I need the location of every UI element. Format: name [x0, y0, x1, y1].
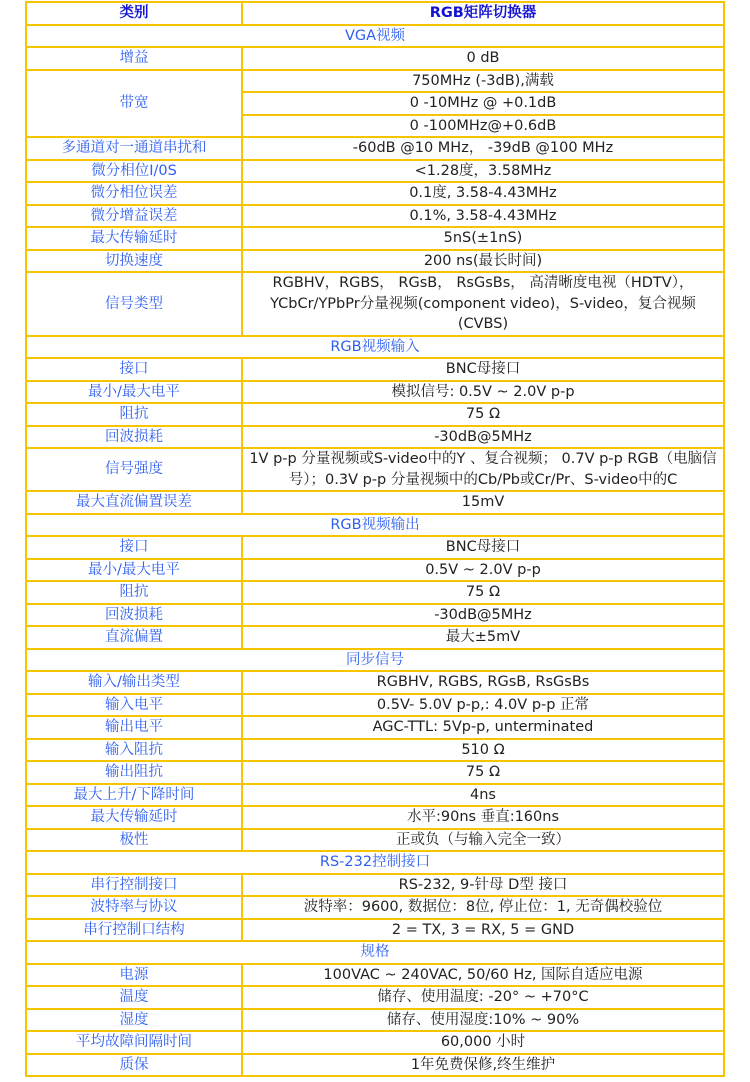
table-row — [26, 739, 724, 762]
table-row — [26, 964, 724, 987]
row-value: RGBHV，RGBS， RGsB， RsGsBs， 高清晰度电视（HDTV）， YCbCr/YPbPr分量视频(component video)，S-video，复合视频(CVBS) — [242, 272, 724, 336]
table-row — [26, 160, 724, 183]
row-value: 750MHz (-3dB),满载 — [242, 70, 724, 93]
row-label: 最大传输延时 — [26, 227, 242, 250]
row-label: 质保 — [26, 1054, 242, 1077]
row-value: 0 -10MHz @ +0.1dB — [242, 92, 724, 115]
row-value: BNC母接口 — [242, 358, 724, 381]
row-value: 0.5V- 5.0V p-p,: 4.0V p-p 正常 — [242, 694, 724, 717]
section-row — [26, 336, 724, 359]
table-row — [26, 403, 724, 426]
section-title: RGB视频输入 — [26, 336, 724, 359]
row-value: RGBHV, RGBS, RGsB, RsGsBs — [242, 671, 724, 694]
row-value: 1V p-p 分量视频或S-video中的Y 、复合视频； 0.7V p-p RGB（电脑信号）；0.3V p-p 分量视频中的Cb/Pb或Cr/Pr、S-video中的C — [242, 448, 724, 491]
row-label: 湿度 — [26, 1009, 242, 1032]
row-label: 输入/输出类型 — [26, 671, 242, 694]
row-label: 直流偏置 — [26, 626, 242, 649]
row-label: 多通道对一通道串扰和 — [26, 137, 242, 160]
table-row — [26, 559, 724, 582]
row-value: <1.28度，3.58MHz — [242, 160, 724, 183]
row-label: 信号类型 — [26, 272, 242, 336]
row-label: 波特率与协议 — [26, 896, 242, 919]
row-value: 75 Ω — [242, 761, 724, 784]
row-value: 正或负（与输入完全一致） — [242, 829, 724, 852]
row-label: 增益 — [26, 47, 242, 70]
table-row — [26, 250, 724, 273]
row-label: 最大上升/下降时间 — [26, 784, 242, 807]
row-value: 75 Ω — [242, 403, 724, 426]
row-label: 微分相位I/0S — [26, 160, 242, 183]
row-value: -30dB@5MHz — [242, 604, 724, 627]
row-value: 1年免费保修,终生维护 — [242, 1054, 724, 1077]
table-row — [26, 358, 724, 381]
row-value: 0.5V ~ 2.0V p-p — [242, 559, 724, 582]
table-row — [26, 604, 724, 627]
row-label: 串行控制口结构 — [26, 919, 242, 942]
row-label: 微分增益误差 — [26, 205, 242, 228]
table-row — [26, 761, 724, 784]
row-label: 输入电平 — [26, 694, 242, 717]
row-label: 极性 — [26, 829, 242, 852]
row-value: 0.1%, 3.58-4.43MHz — [242, 205, 724, 228]
section-row — [26, 851, 724, 874]
table-header-row — [26, 2, 724, 25]
section-row — [26, 649, 724, 672]
table-row — [26, 448, 724, 491]
row-label: 最小/最大电平 — [26, 381, 242, 404]
table-row — [26, 536, 724, 559]
table-row — [26, 874, 724, 897]
row-value: -30dB@5MHz — [242, 426, 724, 449]
spec-table — [25, 1, 725, 1077]
table-row — [26, 272, 724, 336]
table-row — [26, 829, 724, 852]
row-value: 0.1度, 3.58-4.43MHz — [242, 182, 724, 205]
section-title: 规格 — [26, 941, 724, 964]
table-row — [26, 671, 724, 694]
table-row — [26, 716, 724, 739]
row-value: 5nS(±1nS) — [242, 227, 724, 250]
row-value: 60,000 小时 — [242, 1031, 724, 1054]
section-title: 同步信号 — [26, 649, 724, 672]
table-row — [26, 47, 724, 70]
table-row — [26, 1054, 724, 1077]
row-label: 切换速度 — [26, 250, 242, 273]
table-row — [26, 381, 724, 404]
row-value: 水平:90ns 垂直:160ns — [242, 806, 724, 829]
row-value: 最大±5mV — [242, 626, 724, 649]
table-row — [26, 426, 724, 449]
table-row — [26, 1009, 724, 1032]
table-row — [26, 227, 724, 250]
table-row — [26, 137, 724, 160]
row-label: 信号强度 — [26, 448, 242, 491]
row-value: AGC-TTL: 5Vp-p, unterminated — [242, 716, 724, 739]
table-row — [26, 182, 724, 205]
row-label: 输入阻抗 — [26, 739, 242, 762]
row-label: 温度 — [26, 986, 242, 1009]
row-value: 储存、使用湿度:10% ~ 90% — [242, 1009, 724, 1032]
header-category: 类别 — [26, 2, 242, 25]
row-label: 最大直流偏置误差 — [26, 491, 242, 514]
row-label: 阻抗 — [26, 403, 242, 426]
row-value: 75 Ω — [242, 581, 724, 604]
table-row — [26, 581, 724, 604]
table-row — [26, 70, 724, 93]
table-row — [26, 1031, 724, 1054]
row-label: 阻抗 — [26, 581, 242, 604]
table-row — [26, 205, 724, 228]
row-value: 储存、使用温度: -20° ~ +70°C — [242, 986, 724, 1009]
table-row — [26, 626, 724, 649]
row-value: 510 Ω — [242, 739, 724, 762]
row-label: 串行控制接口 — [26, 874, 242, 897]
section-row — [26, 25, 724, 48]
section-title: RS-232控制接口 — [26, 851, 724, 874]
table-row — [26, 694, 724, 717]
section-title: RGB视频输出 — [26, 514, 724, 537]
row-label: 输出阻抗 — [26, 761, 242, 784]
row-value: 模拟信号: 0.5V ~ 2.0V p-p — [242, 381, 724, 404]
table-row — [26, 806, 724, 829]
section-row — [26, 514, 724, 537]
table-row — [26, 491, 724, 514]
row-label: 最大传输延时 — [26, 806, 242, 829]
row-value: 0 -100MHz@+0.6dB — [242, 115, 724, 138]
row-label: 接口 — [26, 358, 242, 381]
row-value: RS-232, 9-针母 D型 接口 — [242, 874, 724, 897]
row-label: 电源 — [26, 964, 242, 987]
row-value: 200 ns(最长时间) — [242, 250, 724, 273]
row-value: 2 = TX, 3 = RX, 5 = GND — [242, 919, 724, 942]
row-value: -60dB @10 MHz， -39dB @100 MHz — [242, 137, 724, 160]
row-label: 带宽 — [26, 70, 242, 138]
row-label: 平均故障间隔时间 — [26, 1031, 242, 1054]
table-row — [26, 784, 724, 807]
row-value: 0 dB — [242, 47, 724, 70]
row-label: 微分相位误差 — [26, 182, 242, 205]
row-label: 接口 — [26, 536, 242, 559]
table-row — [26, 919, 724, 942]
section-title: VGA视频 — [26, 25, 724, 48]
row-value: 100VAC ~ 240VAC, 50/60 Hz, 国际自适应电源 — [242, 964, 724, 987]
row-value: 4ns — [242, 784, 724, 807]
row-value: 15mV — [242, 491, 724, 514]
table-row — [26, 896, 724, 919]
row-value: 波特率：9600, 数据位：8位, 停止位：1, 无奇偶校验位 — [242, 896, 724, 919]
row-label: 回波损耗 — [26, 604, 242, 627]
table-row — [26, 986, 724, 1009]
section-row — [26, 941, 724, 964]
row-label: 输出电平 — [26, 716, 242, 739]
row-value: BNC母接口 — [242, 536, 724, 559]
row-label: 最小/最大电平 — [26, 559, 242, 582]
row-label: 回波损耗 — [26, 426, 242, 449]
header-product: RGB矩阵切换器 — [242, 2, 724, 25]
